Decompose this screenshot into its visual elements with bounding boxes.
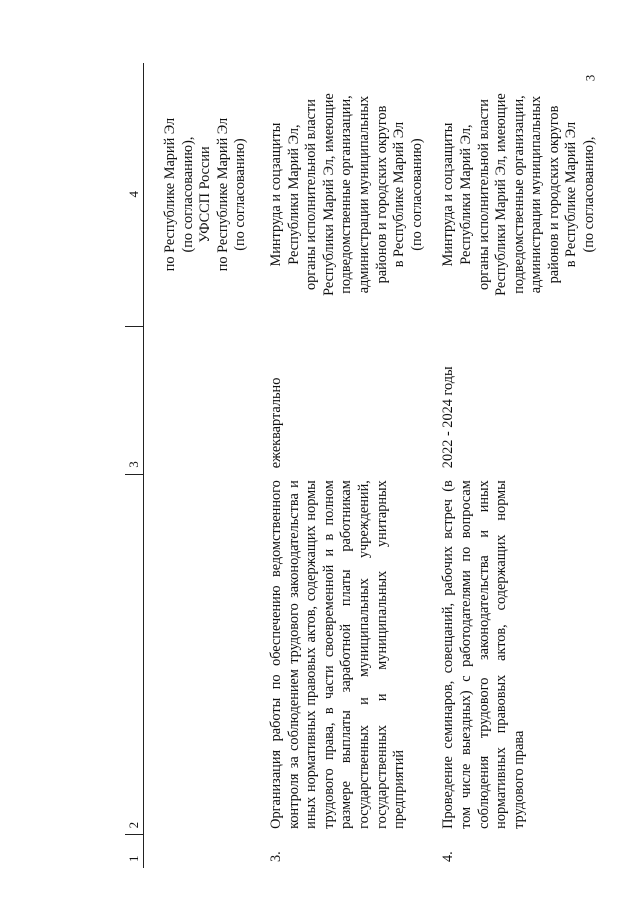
row-activity: Организация работы по обеспечению ведомственного контроля за соблюдением трудового законодательства и иных нормативных правовых актов, содержащих нормы трудового права, в части своевременной и в полном размере выплаты заработной платы работникам государственных и муниципальных учреждений, государственных и муниципальных унитарных предприятий	[267, 480, 408, 829]
executor-line: (по согласованию),	[581, 136, 598, 253]
executor-line: (по согласованию)	[408, 138, 425, 251]
row-number: 4.	[440, 851, 457, 862]
row-period: 2022 - 2024 годы	[440, 366, 457, 469]
executor-line: Минтруда и соцзащиты	[440, 122, 457, 267]
executor-line: Республики Марий Эл,	[457, 124, 474, 265]
rotated-table-sheet	[125, 63, 598, 868]
table-row	[144, 63, 250, 868]
executor-line: администрации муниципальных	[528, 95, 545, 294]
measures-table	[125, 63, 599, 868]
executor-line: подведомственные организации,	[338, 95, 355, 294]
executor-line: органы исполнительной власти	[475, 99, 492, 291]
row-executors	[144, 63, 250, 326]
executor-line: Республики Марий Эл, имеющие	[320, 93, 337, 296]
row-activity: Проведение семинаров, совещаний, рабочих встреч (в том числе выездных) с работодателями по вопросам соблюдения трудового законодательства и иных нормативных правовых актов, содержащих нормы трудового права	[440, 480, 527, 829]
header-col-4: 4	[125, 63, 144, 326]
executor-line: по Республике Марий Эл	[162, 117, 178, 272]
table-row	[426, 63, 598, 868]
row-executors	[250, 63, 426, 326]
row-period	[144, 326, 250, 474]
row-activity	[144, 474, 250, 835]
executor-line: подведомственные организации,	[510, 95, 527, 294]
executor-line: по Республике Марий Эл	[214, 117, 231, 272]
executor-line: районов и городских округов	[545, 105, 562, 284]
executor-line: (по согласованию),	[179, 136, 196, 253]
executor-line: администрации муниципальных	[355, 95, 372, 294]
row-number: 3.	[267, 851, 284, 862]
header-col-3: 3	[125, 326, 144, 474]
executor-line: органы исполнительной власти	[303, 99, 320, 291]
row-number	[144, 835, 250, 868]
executor-line: Минтруда и соцзащиты	[267, 122, 284, 267]
executor-line: Республики Марий Эл, имеющие	[493, 93, 510, 296]
executor-line: УФССП России	[197, 146, 214, 243]
header-col-1: 1	[125, 835, 144, 868]
row-executors	[426, 63, 598, 326]
header-col-2: 2	[125, 474, 144, 835]
executor-line: Республики Марий Эл,	[285, 124, 302, 265]
executor-line: (по согласованию)	[232, 138, 249, 251]
row-period: ежеквартально	[267, 377, 284, 469]
table-header-row	[125, 63, 144, 868]
executor-line: в Республике Марий Эл	[563, 121, 580, 268]
table-row	[250, 63, 426, 868]
page-number: 3	[582, 74, 598, 82]
executor-line: в Республике Марий Эл	[391, 121, 408, 268]
executor-line: районов и городских округов	[373, 105, 390, 284]
